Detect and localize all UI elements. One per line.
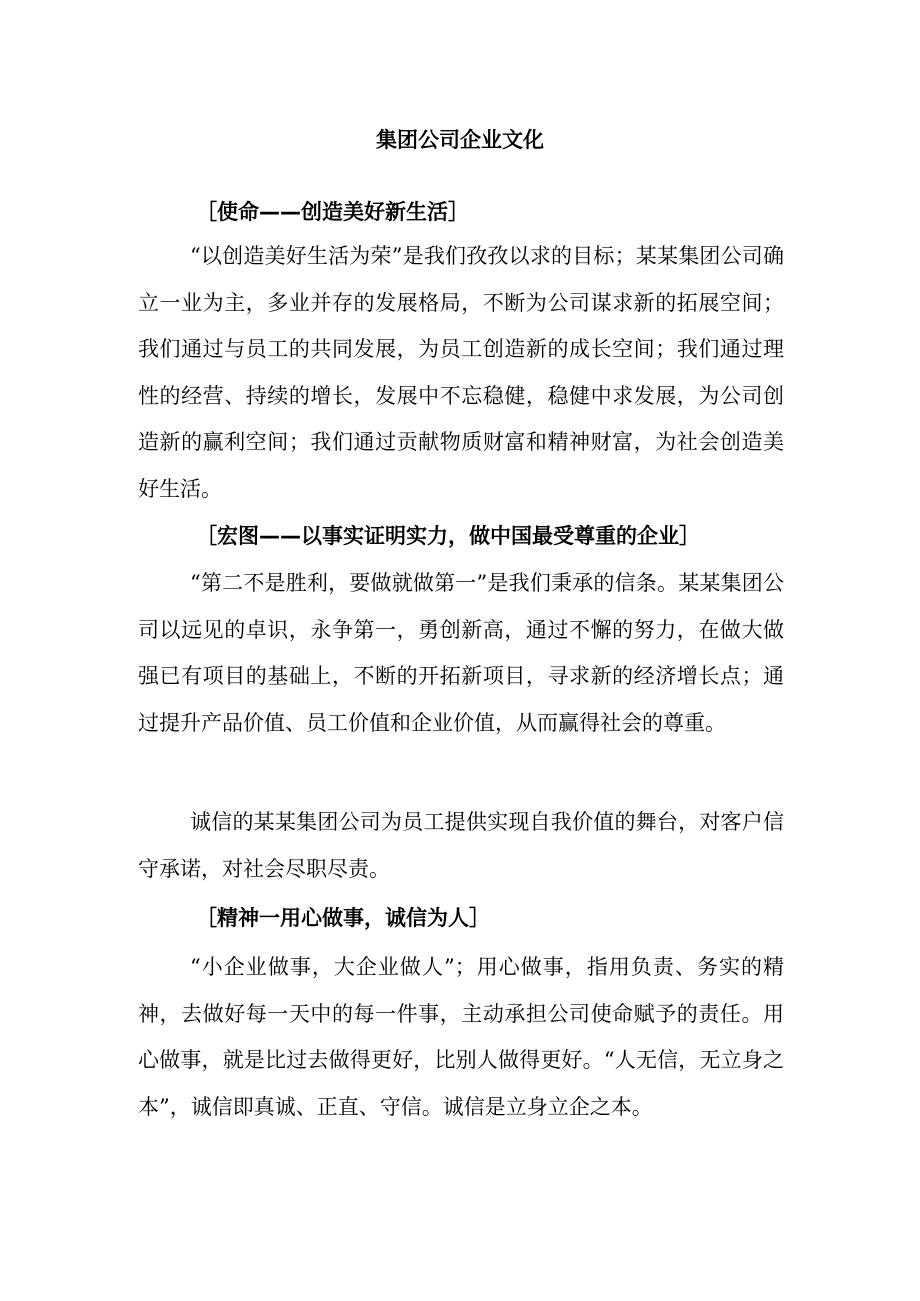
paragraph-integrity: 诚信的某某集团公司为员工提供实现自我价值的舞台，对客户信守承诺，对社会尽职尽责。 [138, 810, 784, 881]
paragraph-spirit: “小企业做事，大企业做人”；用心做事，指用负责、务实的精神，去做好每一天中的每一件事，主动承担公司使命赋予的责任。用心做事，就是比过去做得更好，比别人做得更好。“人无信，无立身之本”，诚信即真诚、正直、守信。诚信是立身立企之本。 [138, 955, 784, 1119]
document-title: 集团公司企业文化 [376, 128, 544, 152]
section-heading-vision: ［宏图——以事实证明实力，做中国最受尊重的企业］ [196, 524, 700, 548]
section-heading-spirit: ［精神一用心做事，诚信为人］ [196, 906, 490, 930]
paragraph-vision: “第二不是胜利，要做就做第一”是我们秉承的信条。某某集团公司以远见的卓识，永争第一，勇创新高，通过不懈的努力，在做大做强已有项目的基础上，不断的开拓新项目，寻求新的经济增长点；通过提升产品价值、员工价值和企业价值，从而赢得社会的尊重。 [138, 571, 784, 735]
paragraph-mission: “以创造美好生活为荣”是我们孜孜以求的目标；某某集团公司确立一业为主，多业并存的发展格局，不断为公司谋求新的拓展空间；我们通过与员工的共同发展，为员工创造新的成长空间；我们通过理性的经营、持续的增长，发展中不忘稳健，稳健中求发展，为公司创造新的赢利空间；我们通过贡献物质财富和精神财富，为社会创造美好生活。 [138, 244, 784, 501]
section-heading-mission: ［使命——创造美好新生活］ [196, 200, 469, 224]
